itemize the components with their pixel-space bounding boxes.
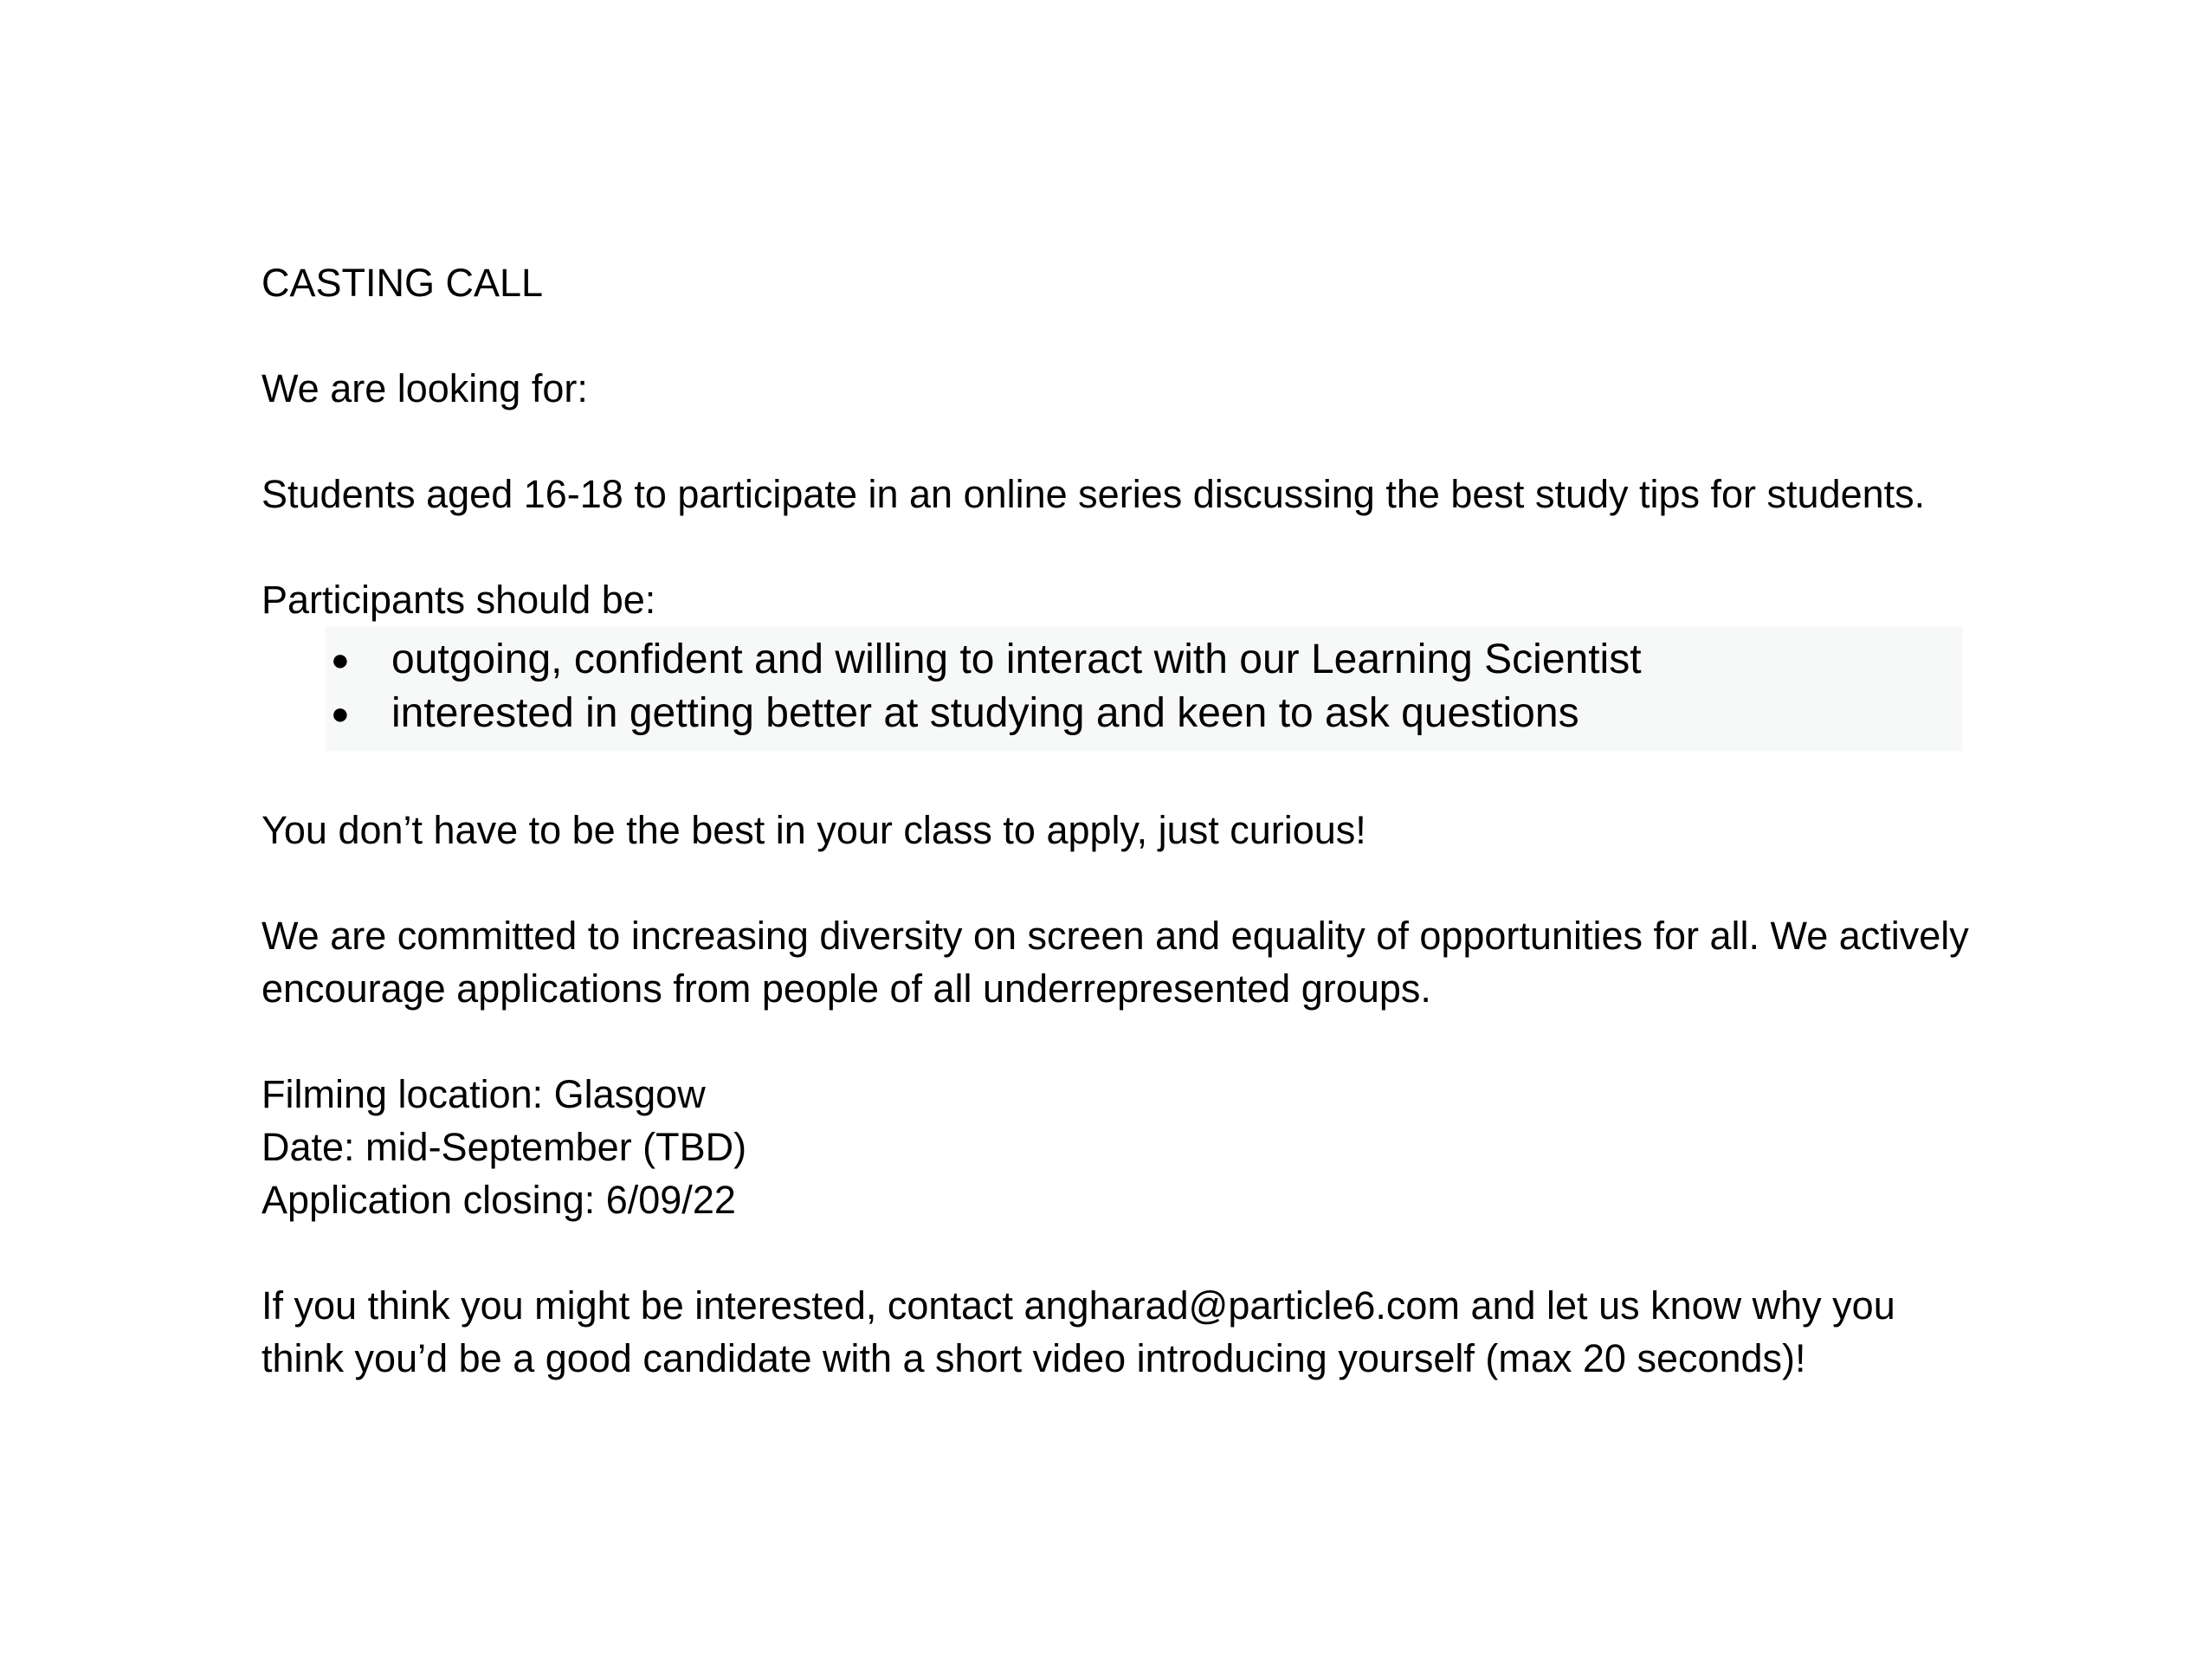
spacer [261,1226,1976,1279]
contact-text: If you think you might be interested, contact angharad@particle6.com and let us know why you think you’d be a good candidate with a short video introducing yourself (max 20 seconds)! [261,1283,1895,1380]
diversity-statement: We are committed to increasing diversity on screen and equality of opportunities for all. We actively encourage applications from people of all underrepresented groups. [261,914,1969,1011]
bullet-dot-icon: ● [331,695,350,731]
spacer [261,415,1976,468]
heading: CASTING CALL [261,261,544,305]
spacer [261,856,1976,909]
spacer [261,751,1976,804]
curious-note: You don’t have to be the best in your class to apply, just curious! [261,808,1366,852]
participants-label: Participants should be: [261,578,656,622]
spacer [261,309,1976,362]
application-closing: Application closing: 6/09/22 [261,1178,736,1222]
participant-bullet-list [326,626,1962,751]
event-details [261,1068,1976,1226]
bullet-dot-icon: ● [331,642,350,677]
bullet-item [326,687,1962,740]
bullet-item [326,633,1962,687]
bullet-text: outgoing, confident and willing to interact with our Learning Scientist [391,636,1642,682]
filming-location: Filming location: Glasgow [261,1072,706,1116]
spacer [261,1015,1976,1068]
bullet-text: interested in getting better at studying and keen to ask questions [391,690,1579,736]
spacer [261,520,1976,573]
looking-for-text: Students aged 16-18 to participate in an online series discussing the best study tips for students. [261,472,1926,516]
document-body [261,256,1976,1385]
looking-for-label: We are looking for: [261,366,588,410]
date: Date: mid-September (TBD) [261,1125,747,1169]
